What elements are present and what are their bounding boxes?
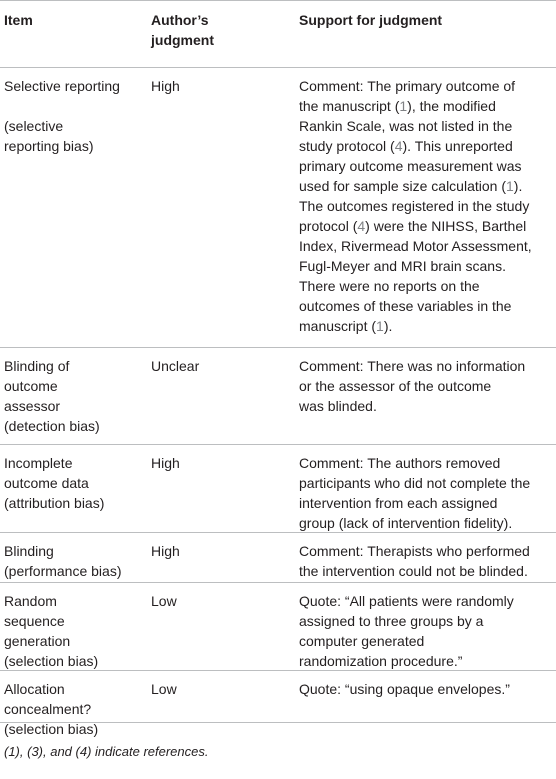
row-support: Comment: Therapists who performed the intervention could not be blinded. <box>299 543 530 579</box>
table-row <box>0 671 556 737</box>
row-support: Quote: “using opaque envelopes.” <box>299 681 510 697</box>
row-item: Blinding (performance bias) <box>4 543 122 579</box>
row-item: Incomplete outcome data (attribution bias) <box>4 455 105 511</box>
table-bottom-rule <box>0 722 556 723</box>
row-item: Allocation concealment? (selection bias) <box>4 681 99 737</box>
row-item: Blinding of outcome assessor (detection bias) <box>4 358 100 434</box>
table-row <box>0 445 556 533</box>
reference-link[interactable]: 1 <box>506 178 514 194</box>
row-support: Quote: “All patients were randomly assigned to three groups by a computer generated randomization procedure.” <box>299 593 514 669</box>
row-judgment: High <box>151 543 180 559</box>
reference-link[interactable]: 4 <box>394 138 403 154</box>
table-footnote: (1), (3), and (4) indicate references. <box>4 744 209 759</box>
table-row <box>0 348 556 445</box>
row-judgment: Low <box>151 593 177 609</box>
header-judgment: Author’s judgment <box>151 12 214 48</box>
table-row <box>0 68 556 348</box>
row-item: Selective reporting (selective reporting bias) <box>4 78 120 154</box>
table-row <box>0 583 556 671</box>
header-item: Item <box>4 12 33 28</box>
reference-link[interactable]: 4 <box>357 218 366 234</box>
reference-link[interactable]: 1 <box>399 98 408 114</box>
row-judgment: High <box>151 455 180 471</box>
reference-link[interactable]: 1 <box>376 318 384 334</box>
table-header-row <box>0 0 556 68</box>
row-support: Comment: There was no information or the assessor of the outcome was blinded. <box>299 358 526 414</box>
header-support: Support for judgment <box>299 12 443 28</box>
row-support: Comment: The authors removed participants who did not complete the intervention from each assigned group (lack of intervention fidelity). <box>299 455 531 531</box>
row-judgment: Unclear <box>151 358 200 374</box>
row-support: Comment: The primary outcome of the manuscript (1), the modified Rankin Scale, was not listed in the study protocol (4). This unreported primary outcome measurement was used for sample size calculation (1). The outcomes registered in the study protocol (4) were the NIHSS, Barthel Index, Rivermead Motor Assessment, Fugl-Meyer and MRI brain scans. There were no reports on the outcomes of these variables in the manuscript (1). <box>299 78 532 334</box>
row-item: Random sequence generation (selection bias) <box>4 593 99 669</box>
row-judgment: Low <box>151 681 177 697</box>
row-judgment: High <box>151 78 180 94</box>
table-row <box>0 533 556 583</box>
